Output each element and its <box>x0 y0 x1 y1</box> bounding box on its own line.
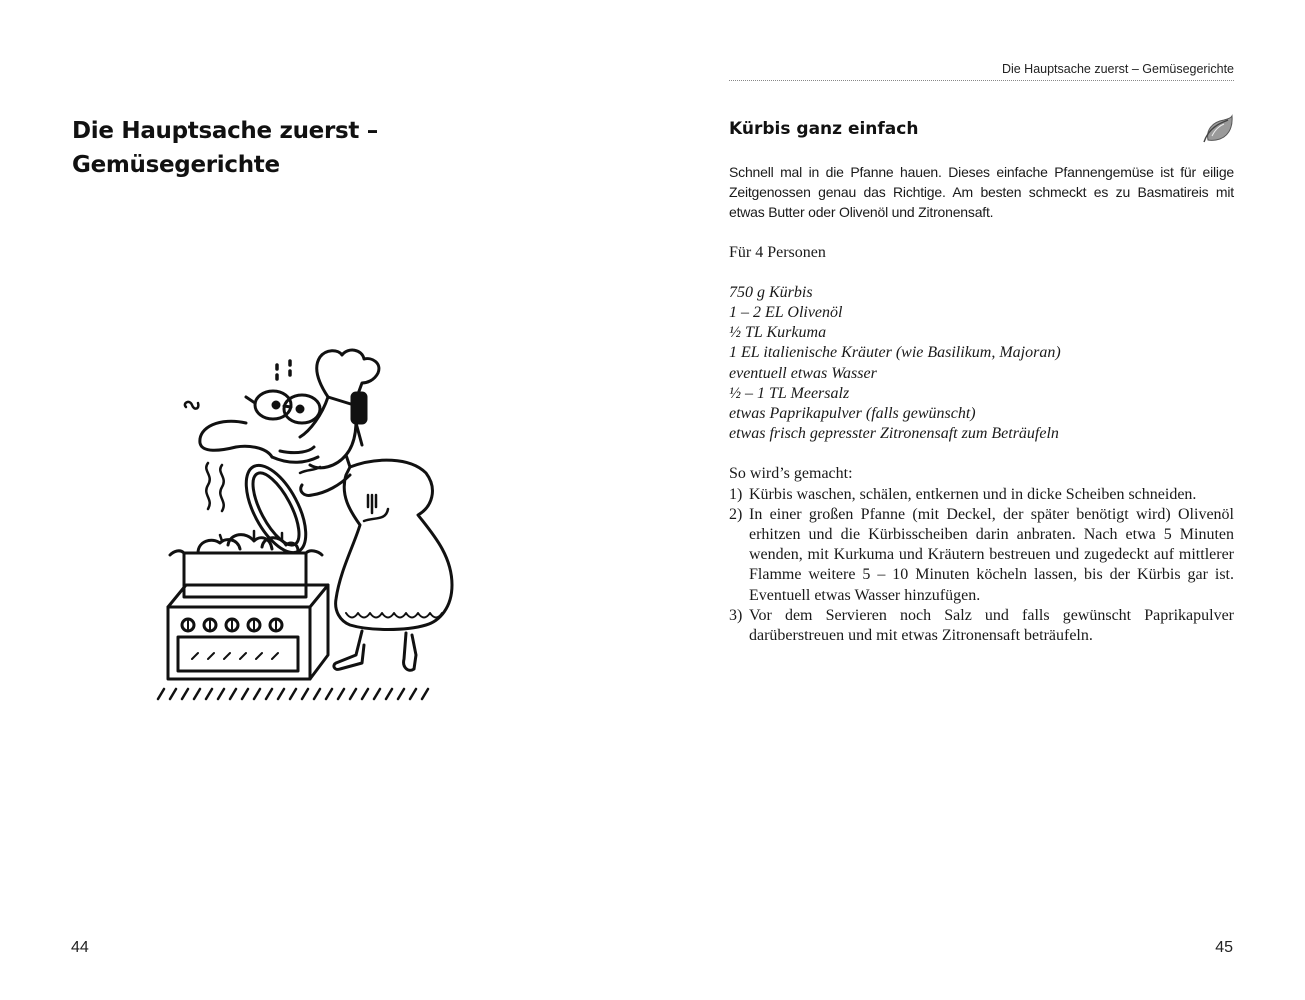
step-list <box>729 485 1234 647</box>
step-text: Kürbis waschen, schälen, entkernen und in dicke Scheiben schneiden. <box>749 485 1197 503</box>
steps-heading: So wird’s gemacht: <box>729 465 853 483</box>
cooking-chef-illustration <box>150 345 460 710</box>
running-header: Die Hauptsache zuerst – Gemüsegerichte <box>729 62 1234 81</box>
ingredient-item: etwas frisch gepresster Zitronensaft zum Beträufeln <box>729 425 1059 443</box>
ingredient-item: ½ – 1 TL Meersalz <box>729 384 850 402</box>
ingredient-item: ½ TL Kurkuma <box>729 324 827 342</box>
step-text: Vor dem Servieren noch Salz und falls gewünscht Paprikapulver darüberstreuen und mit etwas Zitronensaft beträufeln. <box>749 606 1234 645</box>
leaf-icon <box>1202 114 1234 144</box>
step-number: 3) <box>729 606 743 624</box>
right-page <box>652 0 1305 1000</box>
step-text: In einer großen Pfanne (mit Deckel, der später benötigt wird) Olivenöl erhitzen und die Kürbisscheiben darin anbraten. Nach etwa 5 Minuten wenden, mit Kurkuma und Kräutern bestreuen und zugedeckt auf mittlerer Flamme weitere 5 – 10 Minuten köcheln lassen, bis der Kürbis gar ist. Eventuell etwas Wasser hinzufügen. <box>749 505 1234 604</box>
page-number-left: 44 <box>71 939 89 956</box>
step-number: 2) <box>729 505 743 523</box>
step-item <box>729 485 1234 505</box>
chapter-title-line-1: Die Hauptsache zuerst – <box>72 118 379 144</box>
ingredient-item: 1 – 2 EL Olivenöl <box>729 304 843 322</box>
recipe-intro: Schnell mal in die Pfanne hauen. Dieses einfache Pfannengemüse ist für eilige Zeitgenossen genau das Richtige. Am besten schmeckt es zu Basmatireis mit etwas Butter oder Olivenöl und Zitronensaft. <box>729 164 1234 221</box>
servings: Für 4 Personen <box>729 243 826 261</box>
chapter-title <box>72 114 378 182</box>
left-page <box>0 0 652 1000</box>
ingredient-item: 750 g Kürbis <box>729 283 813 301</box>
step-item <box>729 505 1234 606</box>
ingredient-item: 1 EL italienische Kräuter (wie Basilikum, Majoran) <box>729 344 1061 362</box>
chapter-title-line-2: Gemüsegerichte <box>72 152 280 178</box>
step-item <box>729 606 1234 646</box>
ingredient-item: etwas Paprikapulver (falls gewünscht) <box>729 405 976 423</box>
recipe-title: Kürbis ganz einfach <box>729 119 919 139</box>
page-number-right: 45 <box>1215 939 1233 956</box>
recipe-content <box>729 162 1234 646</box>
ingredient-item: eventuell etwas Wasser <box>729 364 877 382</box>
step-number: 1) <box>729 485 743 503</box>
ingredient-list <box>729 283 1234 445</box>
